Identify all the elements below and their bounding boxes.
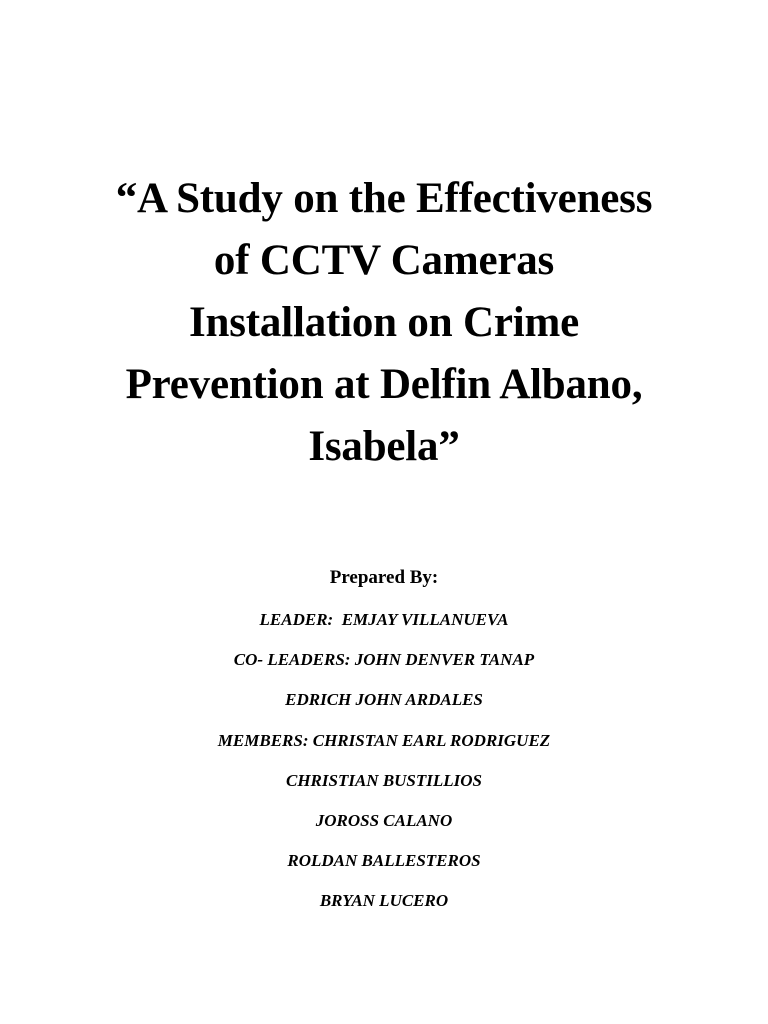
author-list bbox=[0, 608, 768, 930]
title-line: “A Study on the Effectiveness bbox=[115, 175, 653, 222]
prepared-by-label: Prepared By: bbox=[329, 567, 439, 588]
member-name: JOROSS CALANO bbox=[315, 810, 453, 830]
title-line: of CCTV Cameras bbox=[213, 237, 555, 284]
members-line: MEMBERS: CHRISTAN EARL RODRIGUEZ bbox=[217, 730, 551, 750]
member-name: ROLDAN BALLESTEROS bbox=[287, 851, 481, 871]
title-line: Prevention at Delfin Albano, bbox=[125, 361, 643, 408]
title-line: Isabela” bbox=[308, 423, 460, 470]
member-name: CHRISTIAN BUSTILLIOS bbox=[285, 770, 483, 790]
co-leader-name: EDRICH JOHN ARDALES bbox=[285, 690, 483, 710]
co-leaders-line: CO- LEADERS: JOHN DENVER TANAP bbox=[233, 650, 535, 670]
title-line: Installation on Crime bbox=[189, 299, 579, 346]
leader-line: LEADER: EMJAY VILLANUEVA bbox=[259, 610, 509, 629]
document-title bbox=[0, 168, 768, 478]
member-name: BRYAN LUCERO bbox=[319, 891, 449, 911]
